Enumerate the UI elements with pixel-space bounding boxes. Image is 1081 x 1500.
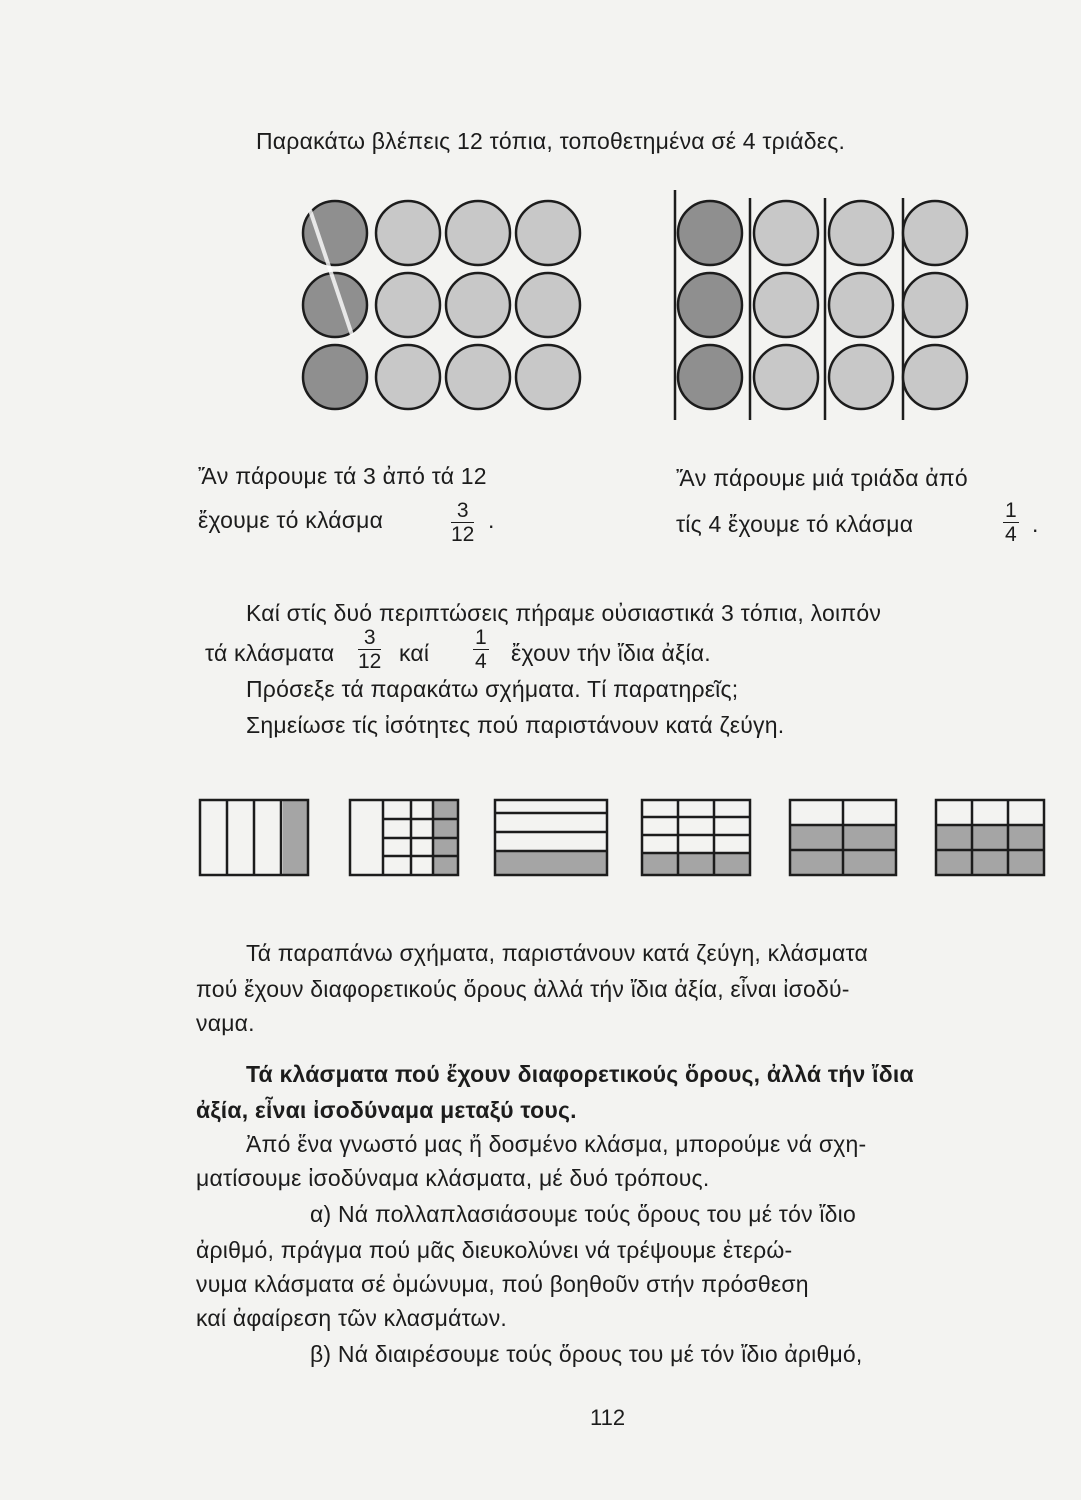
both-cases-line2-a: τά κλάσματα (205, 640, 335, 666)
left-caption-end: . (488, 507, 495, 533)
rule-line2: ἀξία, εἶναι ἰσοδύναμα μεταξύ τους. (196, 1097, 577, 1123)
circle-light (376, 273, 440, 337)
circle-dark (303, 345, 367, 409)
circle-light (903, 201, 967, 265)
method-a-line3: νυμα κλάσματα σέ ὁμώνυμα, πού βοηθοῦν στήν πρόσθεση (196, 1271, 809, 1297)
circle-light (903, 345, 967, 409)
fraction-1-4 (1003, 500, 1019, 545)
explanation-line2: πού ἔχουν διαφορετικούς ὅρους ἀλλά τήν ἴδια ἀξία, εἶναι ἰσοδύ- (196, 976, 850, 1002)
right-triad-group (665, 190, 975, 425)
model-1-4-horizontal (495, 800, 607, 875)
both-cases-line1: Καί στίς δυό περιπτώσεις πήραμε οὐσιαστικά 3 τόπια, λοιπόν (246, 600, 882, 626)
both-cases-line2-c: ἔχουν τήν ἴδια ἀξία. (511, 640, 711, 666)
observe-text: Πρόσεξε τά παρακάτω σχήματα. Τί παρατηρεῖς; (246, 676, 739, 702)
fraction-1-4 (473, 627, 489, 672)
circle-light (829, 345, 893, 409)
circle-light (903, 273, 967, 337)
model-cell-shaded (283, 800, 308, 875)
fraction-numerator: 3 (358, 627, 381, 650)
circle-light (829, 201, 893, 265)
right-caption-line1: Ἄν πάρουμε μιά τριάδα ἀπό (676, 465, 968, 491)
circle-light (376, 201, 440, 265)
left-caption-line1: Ἄν πάρουμε τά 3 ἀπό τά 12 (198, 463, 487, 489)
fraction-numerator: 1 (475, 626, 487, 649)
methods-line2: ματίσουμε ἰσοδύναμα κλάσματα, μέ δυό τρόπους. (196, 1165, 710, 1191)
explanation-line1: Τά παραπάνω σχήματα, παριστάνουν κατά ζεύγη, κλάσματα (246, 940, 868, 966)
circle-light (829, 273, 893, 337)
circle-dark (678, 345, 742, 409)
method-a-line2: ἀριθμό, πράγμα πού μᾶς διευκολύνει νά τρέψουμε ἑτερώ- (196, 1237, 793, 1263)
circle-light (754, 345, 818, 409)
model-6-9 (936, 800, 1044, 875)
fraction-denominator: 4 (475, 650, 487, 673)
page-number: 112 (590, 1405, 626, 1430)
circle-dark (303, 201, 367, 265)
circle-light (446, 345, 510, 409)
fraction-denominator: 4 (1005, 523, 1017, 546)
circle-light (754, 201, 818, 265)
left-caption-line2: ἔχουμε τό κλάσμα (198, 507, 384, 533)
note-text: Σημείωσε τίς ἰσότητες πού παριστάνουν κατά ζεύγη. (246, 712, 785, 738)
circle-light (516, 201, 580, 265)
rule-line1: Τά κλάσματα πού ἔχουν διαφορετικούς ὅρους, ἀλλά τήν ἴδια (246, 1061, 914, 1087)
circle-light (376, 345, 440, 409)
model-4-12 (350, 800, 458, 875)
circle-dark (678, 273, 742, 337)
circle-dark (678, 201, 742, 265)
method-b-line1: β) Νά διαιρέσουμε τούς ὅρους του μέ τόν ἴδιο ἀριθμό, (310, 1341, 863, 1367)
circle-light (446, 273, 510, 337)
fraction-3-12 (451, 500, 474, 545)
model-1-4 (200, 800, 308, 875)
right-caption-line2: τίς 4 ἔχουμε τό κλάσμα (676, 511, 914, 537)
fraction-models (190, 790, 1060, 890)
right-caption-end: . (1032, 511, 1039, 537)
fraction-numerator: 3 (451, 500, 474, 523)
method-a-line4: καί ἀφαίρεση τῶν κλασμάτων. (196, 1305, 507, 1331)
circle-light (754, 273, 818, 337)
circle-light (516, 345, 580, 409)
fraction-denominator: 12 (451, 523, 475, 546)
fraction-3-12 (358, 627, 381, 672)
fraction-numerator: 1 (1005, 499, 1017, 522)
model-4-6 (790, 800, 896, 875)
model-cell-shaded (495, 851, 607, 875)
left-circle-group (290, 195, 590, 425)
circle-light (516, 273, 580, 337)
method-a-line1: α) Νά πολλαπλασιάσουμε τούς ὅρους του μέ τόν ἴδιο (310, 1201, 856, 1227)
circle-light (446, 201, 510, 265)
intro-text: Παρακάτω βλέπεις 12 τόπια, τοποθετημένα σέ 4 τριάδες. (256, 128, 846, 154)
model-cell-shaded (642, 853, 750, 875)
explanation-line3: ναμα. (196, 1010, 255, 1036)
model-3-12 (642, 800, 750, 875)
methods-line1: Ἀπό ἕνα γνωστό μας ἤ δοσμένο κλάσμα, μπορούμε νά σχη- (246, 1131, 867, 1157)
fraction-denominator: 12 (358, 650, 382, 673)
both-cases-line2-b: καί (399, 640, 430, 666)
